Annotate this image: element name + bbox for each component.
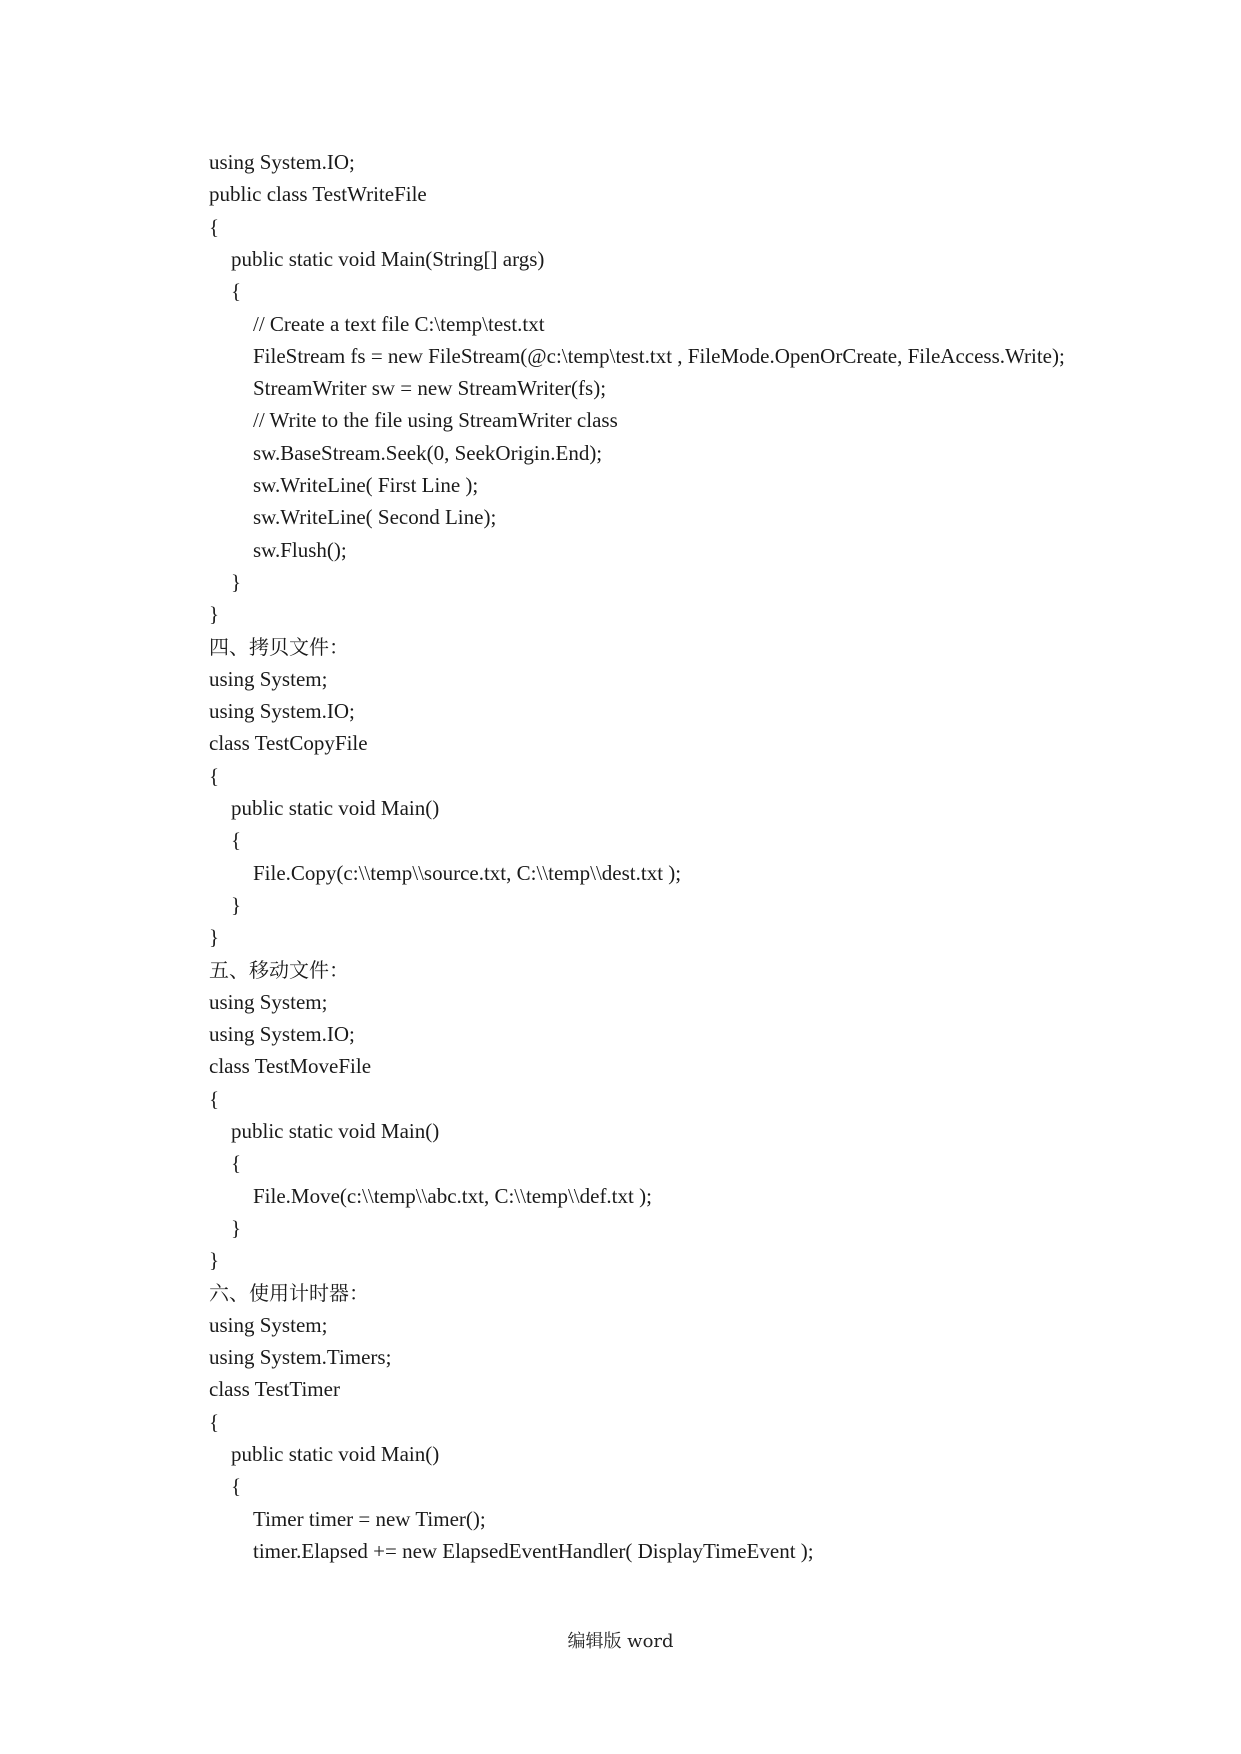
- code-line: public static void Main(String[] args): [231, 246, 545, 271]
- code-line: Timer timer = new Timer();: [253, 1506, 486, 1531]
- code-line: {: [231, 1474, 242, 1499]
- code-line: sw.BaseStream.Seek(0, SeekOrigin.End);: [253, 440, 603, 465]
- code-line: {: [231, 1151, 242, 1176]
- code-line: FileStream fs = new FileStream(@c:\temp\test.txt , FileMode.OpenOrCreate, FileAccess.Write);: [253, 343, 1065, 368]
- code-line: sw.Flush();: [253, 537, 347, 562]
- code-line: public static void Main(): [231, 1119, 440, 1143]
- code-line: public class TestWriteFile: [209, 182, 427, 207]
- section-heading: 五、移动文件：: [209, 957, 349, 982]
- code-line: {: [209, 214, 220, 239]
- code-line: {: [231, 279, 242, 304]
- code-line: }: [209, 1248, 220, 1273]
- code-line: File.Copy(c:\\temp\\source.txt, C:\\temp\\dest.txt );: [253, 860, 682, 885]
- page-footer: 编辑版 word: [567, 1631, 674, 1652]
- code-line: public static void Main(): [231, 796, 440, 820]
- code-line: using System;: [209, 666, 328, 691]
- code-line: }: [231, 1215, 242, 1240]
- code-line: {: [209, 1409, 220, 1434]
- code-line: sw.WriteLine( First Line );: [253, 473, 479, 497]
- code-line: sw.WriteLine( Second Line);: [253, 505, 497, 530]
- code-line: {: [209, 763, 220, 788]
- code-line: using System.IO;: [209, 150, 355, 174]
- code-line: }: [209, 925, 220, 950]
- code-line: class TestTimer: [209, 1377, 340, 1402]
- code-line: {: [231, 828, 242, 853]
- code-line: File.Move(c:\\temp\\abc.txt, C:\\temp\\def.txt );: [253, 1183, 652, 1208]
- code-line: }: [231, 892, 242, 917]
- code-line: using System;: [209, 989, 328, 1014]
- code-line: using System.IO;: [209, 1022, 355, 1047]
- section-heading: 四、拷贝文件：: [209, 634, 349, 659]
- code-line: {: [209, 1086, 220, 1111]
- code-line: using System.Timers;: [209, 1345, 392, 1370]
- section-heading: 六、使用计时器：: [209, 1280, 369, 1305]
- code-line: // Create a text file C:\temp\test.txt: [253, 311, 545, 336]
- code-line: using System;: [209, 1312, 328, 1337]
- code-line: timer.Elapsed += new ElapsedEventHandler( DisplayTimeEvent );: [253, 1538, 814, 1563]
- code-line: StreamWriter sw = new StreamWriter(fs);: [253, 376, 607, 401]
- code-line: using System.IO;: [209, 699, 355, 724]
- code-line: // Write to the file using StreamWriter class: [253, 408, 618, 433]
- code-line: class TestCopyFile: [209, 731, 368, 756]
- code-line: }: [209, 602, 220, 627]
- code-line: }: [231, 569, 242, 594]
- code-line: class TestMoveFile: [209, 1054, 372, 1079]
- code-line: public static void Main(): [231, 1442, 440, 1466]
